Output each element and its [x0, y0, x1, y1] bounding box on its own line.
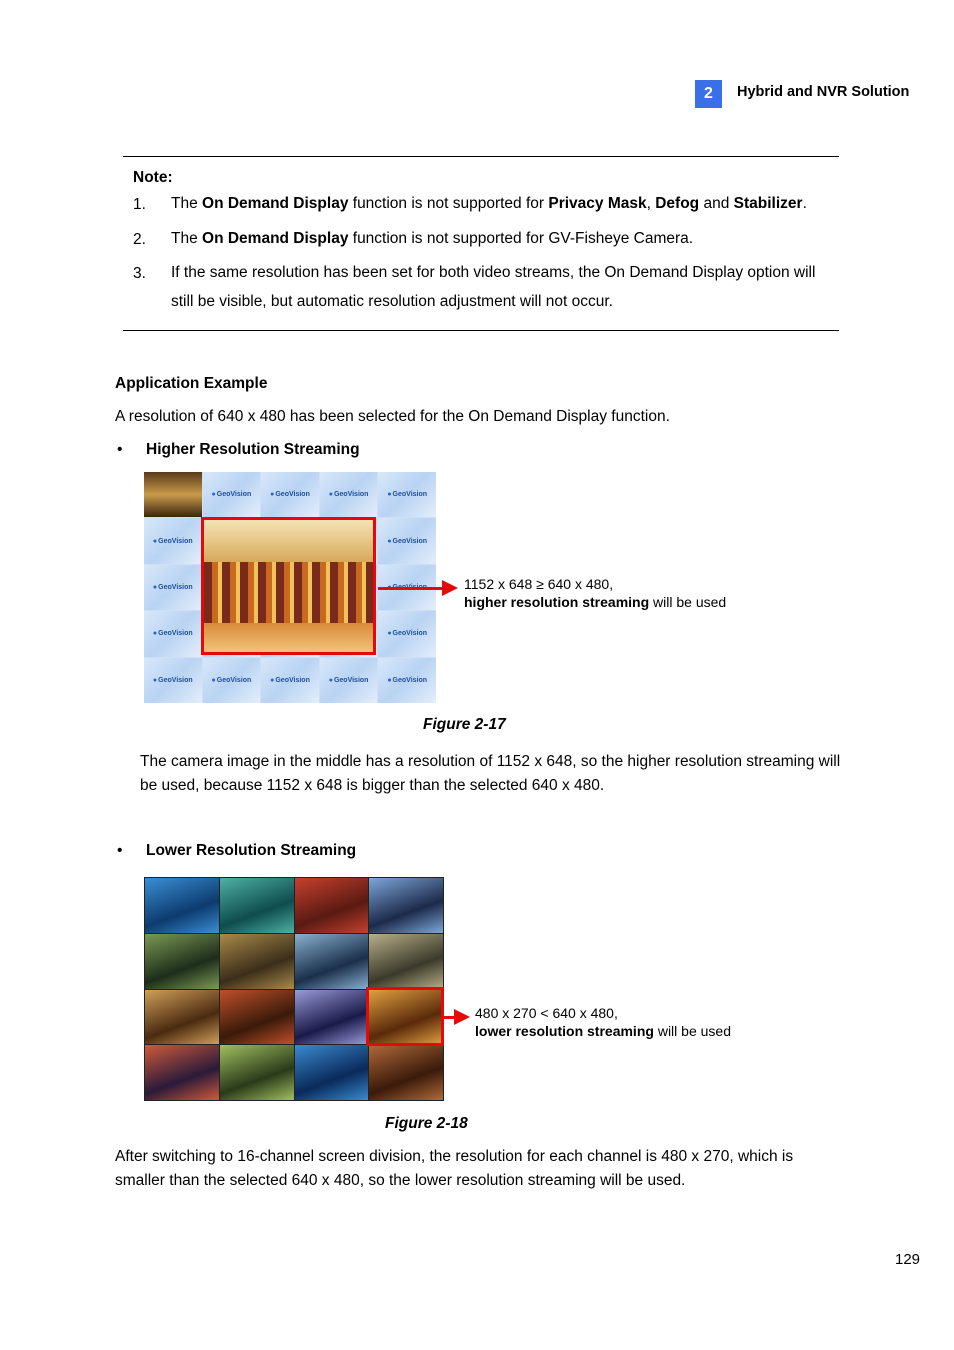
geovision-logo: ● GeoVision: [387, 630, 427, 637]
geovision-logo-tile: [144, 565, 202, 610]
bullet-dot: •: [117, 441, 123, 458]
higher-callout: 1152 x 648 ≥ 640 x 480, higher resolution streaming will be used: [464, 576, 727, 610]
note-item-text: The On Demand Display function is not supported for GV-Fisheye Camera.: [171, 230, 694, 247]
arrow-right-icon: [454, 1009, 470, 1025]
camera-channel-image: [220, 878, 294, 933]
geovision-logo: ● GeoVision: [329, 677, 369, 684]
geovision-logo-tile: [378, 472, 436, 517]
note-item-number: 1.: [133, 196, 146, 213]
bullet-dot: •: [117, 842, 123, 859]
lower-callout: 480 x 270 < 640 x 480, lower resolution streaming will be used: [475, 1005, 731, 1039]
intro-paragraph: A resolution of 640 x 480 has been selected for the On Demand Display function.: [115, 408, 670, 425]
camera-channel-image: [295, 1045, 369, 1100]
geovision-logo: ● GeoVision: [329, 491, 369, 498]
geovision-logo-tile: [261, 658, 319, 703]
camera-channel-image: [145, 990, 219, 1045]
note-top-rule: [123, 156, 839, 157]
lower-description: After switching to 16-channel screen division, the resolution for each channel is 480 x 270, which is smaller than the selected 640 x 480, so the lower resolution streaming will be used.: [115, 1148, 794, 1189]
camera-channel-image: [220, 934, 294, 989]
camera-channel-image: [145, 1045, 219, 1100]
geovision-logo-tile: [203, 658, 261, 703]
geovision-logo: ● GeoVision: [387, 491, 427, 498]
figure-caption: Figure 2-18: [385, 1115, 468, 1132]
geovision-logo-tile: [261, 472, 319, 517]
geovision-logo-tile: [320, 472, 378, 517]
geovision-logo: ● GeoVision: [153, 677, 193, 684]
geovision-logo: ● GeoVision: [387, 584, 427, 591]
camera-channel-image: [295, 934, 369, 989]
geovision-logo: ● GeoVision: [153, 538, 193, 545]
callout-arrow-line: [378, 587, 444, 590]
geovision-logo: ● GeoVision: [153, 584, 193, 591]
geovision-logo: ● GeoVision: [212, 491, 252, 498]
geovision-logo-tile: [144, 658, 202, 703]
note-item-text: If the same resolution has been set for both video streams, the On Demand Display option will still be visible, but automatic resolution adjustment will not occur.: [171, 264, 816, 310]
camera-channel-image: [295, 878, 369, 933]
figure-caption: Figure 2-17: [423, 716, 506, 733]
geovision-logo-tile: [378, 611, 436, 656]
geovision-logo-tile: [144, 518, 202, 563]
camera-channel-image: [145, 878, 219, 933]
figure-lower-resolution: [144, 877, 444, 1101]
geovision-logo-tile: [320, 658, 378, 703]
geovision-logo-tile: [378, 658, 436, 703]
page-number: 129: [895, 1251, 921, 1268]
camera-channel-image: [369, 1045, 443, 1100]
selected-channel-highlight: [366, 987, 444, 1046]
arrow-right-icon: [442, 580, 458, 596]
geovision-logo: ● GeoVision: [270, 491, 310, 498]
note-item-number: 2.: [133, 231, 146, 248]
geovision-logo-tile: [144, 611, 202, 656]
chapter-number-badge: 2: [695, 80, 722, 108]
camera-channel-image: [220, 1045, 294, 1100]
camera-channel-image: [369, 934, 443, 989]
geovision-logo-tile: [203, 472, 261, 517]
higher-description: The camera image in the middle has a resolution of 1152 x 648, so the higher resolution streaming will be used, because 1152 x 648 is bigger than the selected 640 x 480.: [140, 753, 841, 794]
geovision-logo: ● GeoVision: [387, 677, 427, 684]
geovision-logo: ● GeoVision: [387, 538, 427, 545]
note-label: Note:: [133, 169, 173, 186]
main-camera-image: [201, 517, 376, 655]
geovision-logo: ● GeoVision: [270, 677, 310, 684]
camera-channel-image: [145, 934, 219, 989]
geovision-logo: ● GeoVision: [212, 677, 252, 684]
camera-channel-image: [369, 878, 443, 933]
chapter-title: Hybrid and NVR Solution: [737, 84, 910, 100]
note-bottom-rule: [123, 330, 839, 331]
note-item-number: 3.: [133, 265, 146, 282]
camera-channel-image: [220, 990, 294, 1045]
note-item-text: The On Demand Display function is not supported for Privacy Mask, Defog and Stabilizer.: [171, 195, 807, 212]
bullet-label: Higher Resolution Streaming: [146, 441, 360, 458]
camera-channel-image: [295, 990, 369, 1045]
section-heading: Application Example: [115, 375, 268, 392]
bullet-label: Lower Resolution Streaming: [146, 842, 357, 859]
geovision-logo-tile: [378, 518, 436, 563]
geovision-logo: ● GeoVision: [153, 630, 193, 637]
camera-thumbnail: [144, 472, 202, 517]
